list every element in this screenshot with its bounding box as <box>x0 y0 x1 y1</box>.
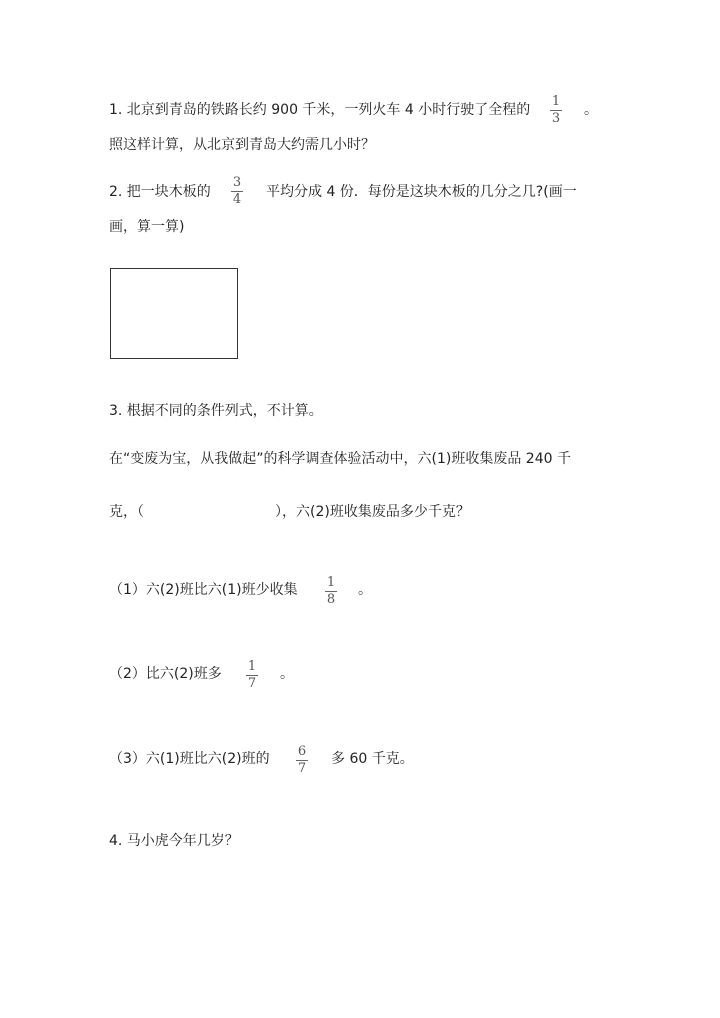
q3-item2-denominator: 7 <box>247 676 257 691</box>
q3-item2-numerator: 1 <box>247 659 257 674</box>
q3-item3-end: 多 60 千克。 <box>331 751 414 767</box>
q1-fraction-denominator: 3 <box>551 111 561 126</box>
q1-line2: 照这样计算，从北京到青岛大约需几小时？ <box>109 137 375 153</box>
q1-line1: 1. 北京到青岛的铁路长约 900 千米，一列火车 4 小时行驶了全程的 <box>109 102 531 118</box>
q3-title: 3. 根据不同的条件列式，不计算。 <box>109 403 323 419</box>
q3-item3-denominator: 7 <box>297 761 307 776</box>
q3-item1-text: （1）六(2)班比六(1)班少收集 <box>109 582 298 598</box>
q3-item2-end: 。 <box>280 666 294 682</box>
q2-line2: 画，算一算) <box>109 219 185 235</box>
q1-fraction-numerator: 1 <box>551 94 561 109</box>
q2-fraction-numerator: 3 <box>232 175 242 190</box>
q3-item3-numerator: 6 <box>297 744 307 759</box>
q3-item2-fraction <box>246 660 258 691</box>
q3-para1: 在“变废为宝，从我做起”的科学调查体验活动中，六(1)班收集废品 240 千 <box>109 451 571 467</box>
q3-item1-denominator: 8 <box>326 592 336 607</box>
q3-para2-pre: 克，（ <box>109 504 144 520</box>
q4-title: 4. 马小虎今年几岁？ <box>109 833 239 849</box>
q3-item1-end: 。 <box>358 582 372 598</box>
q3-item1-fraction <box>325 576 337 607</box>
q2-line1-pre: 2. 把一块木板的 <box>109 184 211 200</box>
q3-item3-fraction <box>296 745 308 776</box>
q3-item2-text: （2）比六(2)班多 <box>109 666 222 682</box>
q1-fraction <box>550 95 562 126</box>
q3-item3-text: （3）六(1)班比六(2)班的 <box>109 751 270 767</box>
q2-fraction-denominator: 4 <box>232 192 242 207</box>
q3-item1-numerator: 1 <box>326 575 336 590</box>
q1-line1-end: 。 <box>584 102 598 118</box>
q2-fraction <box>231 176 243 207</box>
q3-para2-post: ），六(2)班收集废品多少千克？ <box>275 504 470 520</box>
q2-line1-post: 平均分成 4 份．每份是这块木板的几分之几?(画一 <box>266 184 577 200</box>
drawing-rectangle <box>110 268 238 359</box>
